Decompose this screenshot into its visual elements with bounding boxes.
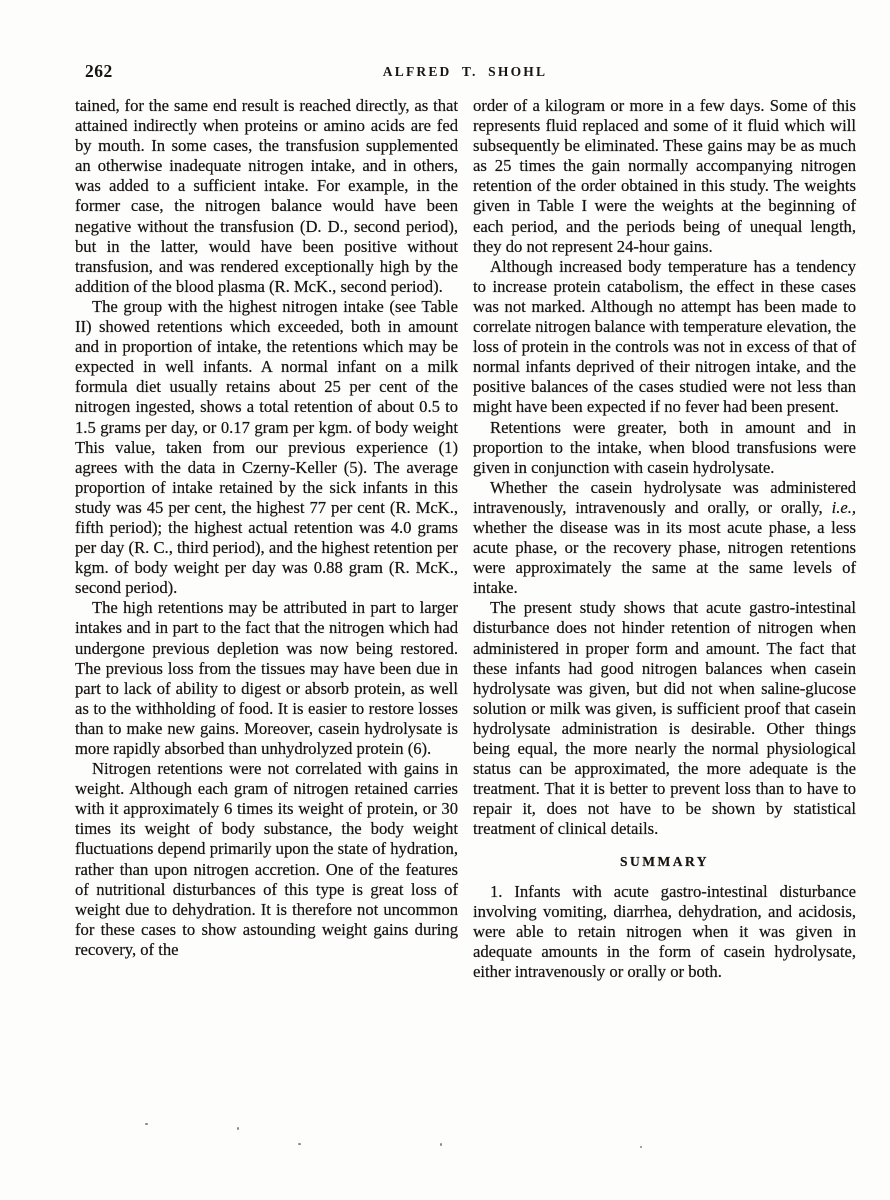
running-head: ALFRED T. SHOHL — [382, 64, 548, 79]
body-text: The high retentions may be attributed in part to larger intakes and in part to the fact that the nitrogen which had undergone previous depletion was now being restored. The previous loss from the tissues may have been due in part to lack of ability to digest or absorb protein, as well as to the withholding of food. It is easier to restore losses than to make new gains. Moreover, casein hydrolysate is more rapidly absorbed than unhydrolyzed protein (6). — [75, 598, 458, 758]
paragraph — [473, 418, 856, 478]
right-column-upper-text — [473, 96, 856, 839]
scan-speck — [640, 1146, 642, 1148]
paragraph — [473, 478, 856, 599]
page-number: 262 — [85, 61, 113, 81]
paragraph — [75, 598, 458, 759]
body-text: whether the disease was in its most acute phase, a less acute phase, or the recovery phase, nitrogen retentions were approximately the same at the same levels of intake. — [473, 517, 856, 598]
body-text: Whether the casein hydrolysate was administered intravenously, intravenously and orally, or orally, — [473, 477, 856, 517]
page-header — [75, 61, 855, 85]
italic-text: i.e., — [831, 497, 856, 517]
scan-speck — [237, 1127, 239, 1130]
body-text: The group with the highest nitrogen intake (see Table II) showed retentions which exceeded, both in amount and in proportion of intake, the retentions which may be expected in well infants. A normal infant on a milk formula diet usually retains about 25 per cent of the nitrogen ingested, shows a total retention of about 0.5 to 1.5 grams per day, or 0.17 gram per kgm. of body weight This value, taken from our previous experience (1) agrees with the data in Czerny-Keller (5). The average proportion of intake retained by the sick infants in this study was 45 per cent, the highest 77 per cent (R. McK., fifth period); the highest actual retention was 4.0 grams per day (R. C., third period), and the highest retention per kgm. of body weight per day was 0.88 gram (R. McK., second period). — [75, 296, 458, 598]
paragraph — [75, 297, 458, 598]
paragraph — [473, 882, 856, 982]
scan-speck — [298, 1143, 301, 1145]
right-column-summary-text — [473, 882, 856, 982]
body-text: Retentions were greater, both in amount and in proportion to the intake, when blood transfusions were given in conjunction with casein hydrolysate. — [473, 417, 856, 477]
summary-heading: SUMMARY — [619, 854, 709, 870]
left-column — [75, 96, 458, 982]
body-text: order of a kilogram or more in a few days. Some of this represents fluid replaced and some of it fluid which will subsequently be eliminated. These gains may be as much as 25 times the gain normally accompanying nitrogen retention of the order obtained in this study. The weights given in Table I were the weights at the beginning of each period, and the periods being of unequal length, they do not represent 24-hour gains. — [473, 96, 856, 256]
scan-speck — [440, 1143, 442, 1146]
paragraph — [75, 759, 458, 960]
scan-speck — [145, 1123, 148, 1125]
body-text: Although increased body temperature has a tendency to increase protein catabolism, the effect in these cases was not marked. Although no attempt has been made to correlate nitrogen balance with temperature elevation, the loss of protein in the controls was not in excess of that of normal infants deprived of their nitrogen intake, and the positive balances of the cases studied were not less than might have been expected if no fever had been present. — [473, 256, 856, 417]
body-text: The present study shows that acute gastro-intestinal disturbance does not hinder retention of nitrogen when administered in proper form and amount. The fact that these infants had good nitrogen balances when casein hydrolysate was given, but did not when saline-glucose solution or milk was given, is sufficient proof that casein hydrolysate administration is desirable. Other things being equal, the more nearly the normal physiological status can be approximated, the more adequate is the treatment. That it is better to prevent loss than to have to repair it, does not have to be shown by statistical treatment of clinical details. — [473, 598, 856, 839]
body-text: 1. Infants with acute gastro-intestinal disturbance involving vomiting, diarrhea, dehydration, and acidosis, were able to retain nitrogen when it was given in adequate amounts in the form of casein hydrolysate, either intravenously or orally or both. — [473, 881, 856, 981]
paragraph — [473, 257, 856, 418]
paragraph — [75, 96, 458, 297]
body-text: tained, for the same end result is reached directly, as that attained indirectly when proteins or amino acids are fed by mouth. In some cases, the transfusion supplemented an otherwise inadequate nitrogen intake, and in others, was added to a sufficient intake. For example, in the former case, the nitrogen balance would have been negative without the transfusion (D. D., second period), but in the latter, would have been positive without transfusion, and was rendered exceptionally high by the addition of the blood plasma (R. McK., second period). — [75, 96, 458, 296]
paragraph — [473, 598, 856, 839]
body-text: Nitrogen retentions were not correlated with gains in weight. Although each gram of nitrogen retained carries with it approximately 6 times its weight of protein, or 30 times its weight of body substance, the body weight fluctuations depend primarily upon the state of hydration, rather than upon nitrogen accretion. One of the features of nutritional disturbances of this type is great loss of weight due to dehydration. It is therefore not uncommon for these cases to show astounding weight gains during recovery, of the — [75, 759, 458, 959]
text-columns — [75, 96, 856, 982]
paragraph — [473, 96, 856, 257]
right-column — [473, 96, 856, 982]
